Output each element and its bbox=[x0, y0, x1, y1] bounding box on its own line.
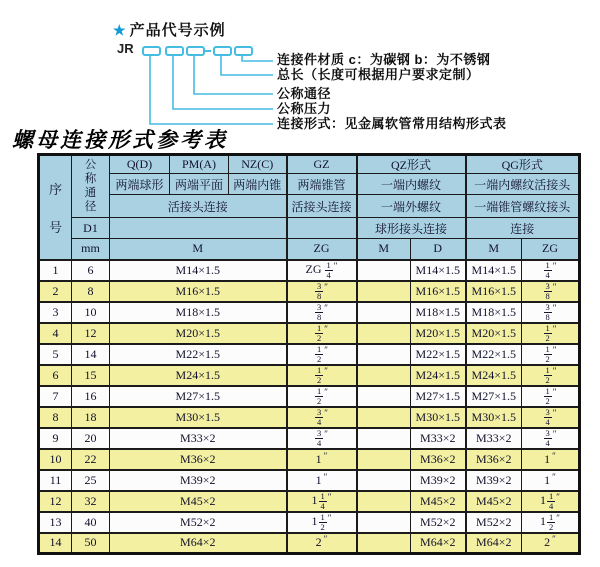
header-seq bbox=[39, 155, 72, 260]
cell-qz-m bbox=[357, 260, 411, 281]
cell-qz-m bbox=[357, 386, 411, 407]
table-row bbox=[39, 386, 580, 407]
table-header bbox=[39, 155, 580, 260]
cell-qg-m: M14×1.5 bbox=[466, 260, 522, 281]
cell-thread-m: M18×1.5 bbox=[110, 302, 287, 323]
code-box-4 bbox=[213, 46, 232, 56]
header-qz-desc1: 一端内螺纹 bbox=[357, 174, 466, 195]
cell-gz-zg: ZG $\frac{1}{4}$ ″ bbox=[287, 260, 357, 281]
header-col-qz: QZ形式 bbox=[357, 155, 466, 174]
star-icon: ★ bbox=[113, 22, 127, 38]
diagram-label-material: 连接件材质 c：为碳钢 b：为不锈钢 bbox=[277, 52, 491, 67]
table-row bbox=[39, 302, 580, 323]
diagram-label-diameter: 公称通径 bbox=[277, 86, 332, 101]
cell-gz-zg: $\frac{1}{2}$ ″ bbox=[287, 344, 357, 365]
cell-qz-d: M14×1.5 bbox=[411, 260, 466, 281]
header-qg-conn: 连接 bbox=[466, 218, 580, 239]
product-code-heading-text: 产品代号示例 bbox=[129, 22, 226, 39]
cell-qz-d: M22×1.5 bbox=[411, 344, 466, 365]
cell-seq: 11 bbox=[39, 470, 72, 491]
table-row bbox=[39, 491, 580, 512]
cell-dn: 50 bbox=[72, 533, 110, 554]
cell-qg-zg: $\frac{1}{4}$ ″ bbox=[522, 260, 580, 281]
cell-dn: 14 bbox=[72, 344, 110, 365]
cell-gz-zg: 1 $\frac{1}{4}$ ″ bbox=[287, 491, 357, 512]
header-seq-text bbox=[40, 159, 71, 255]
header-row-4 bbox=[39, 218, 580, 239]
cell-seq: 6 bbox=[39, 365, 72, 386]
table-row bbox=[39, 449, 580, 470]
cell-dn: 40 bbox=[72, 512, 110, 533]
vertical-char: 公 bbox=[84, 158, 97, 171]
cell-qg-m: M36×2 bbox=[466, 449, 522, 470]
cell-thread-m: M14×1.5 bbox=[110, 260, 287, 281]
cell-thread-m: M24×1.5 bbox=[110, 365, 287, 386]
cell-dn: 6 bbox=[72, 260, 110, 281]
cell-qz-d: M18×1.5 bbox=[411, 302, 466, 323]
table-row bbox=[39, 428, 580, 449]
cell-qg-zg: 1 $\frac{1}{2}$ ″ bbox=[522, 512, 580, 533]
header-d1: D1 bbox=[72, 218, 110, 239]
cell-dn: 8 bbox=[72, 281, 110, 302]
header-dn bbox=[72, 155, 110, 218]
cell-qg-m: M24×1.5 bbox=[466, 365, 522, 386]
cell-qz-m bbox=[357, 428, 411, 449]
cell-qz-d: M36×2 bbox=[411, 449, 466, 470]
cell-qg-zg: $\frac{1}{2}$ ″ bbox=[522, 344, 580, 365]
cell-thread-m: M45×2 bbox=[110, 491, 287, 512]
cell-qz-d: M24×1.5 bbox=[411, 365, 466, 386]
header-unit-m: M bbox=[110, 239, 287, 260]
vertical-char: 径 bbox=[84, 200, 97, 213]
header-q-desc: 两端球形 bbox=[110, 174, 170, 195]
table-row bbox=[39, 281, 580, 302]
table-row bbox=[39, 512, 580, 533]
table-row bbox=[39, 323, 580, 344]
cell-gz-zg: 2 ″ bbox=[287, 533, 357, 554]
cell-gz-zg: $\frac{1}{2}$ ″ bbox=[287, 323, 357, 344]
cell-thread-m: M64×2 bbox=[110, 533, 287, 554]
cell-qz-m bbox=[357, 323, 411, 344]
cell-qz-m bbox=[357, 533, 411, 554]
header-empty-gz bbox=[287, 218, 357, 239]
code-box-1 bbox=[142, 46, 161, 56]
cell-qz-d: M30×1.5 bbox=[411, 407, 466, 428]
cell-qz-d: M33×2 bbox=[411, 428, 466, 449]
header-col-pm: PM(A) bbox=[170, 155, 229, 174]
cell-dn: 20 bbox=[72, 428, 110, 449]
table-row bbox=[39, 533, 580, 554]
diagram-label-pressure: 公称压力 bbox=[277, 101, 332, 116]
header-unit-qz-d: D bbox=[411, 239, 466, 260]
cell-gz-zg: $\frac{3}{8}$ ″ bbox=[287, 281, 357, 302]
cell-seq: 3 bbox=[39, 302, 72, 323]
header-pm-desc: 两端平面 bbox=[170, 174, 229, 195]
cell-qz-m bbox=[357, 470, 411, 491]
cell-seq: 4 bbox=[39, 323, 72, 344]
cell-seq: 2 bbox=[39, 281, 72, 302]
vertical-char: 通 bbox=[84, 186, 97, 199]
cell-qg-zg: 1 $\frac{1}{4}$ ″ bbox=[522, 491, 580, 512]
header-qg-desc2: 一端锥管螺纹接头 bbox=[466, 195, 580, 218]
cell-qg-zg: $\frac{1}{2}$ ″ bbox=[522, 323, 580, 344]
cell-gz-zg: 1 ″ bbox=[287, 449, 357, 470]
diagram-label-length: 总长（长度可根据用户要求定制） bbox=[277, 67, 480, 82]
cell-qg-zg: $\frac{1}{2}$ ″ bbox=[522, 365, 580, 386]
cell-dn: 15 bbox=[72, 365, 110, 386]
cell-qg-m: M27×1.5 bbox=[466, 386, 522, 407]
cell-qg-zg: $\frac{1}{2}$ ″ bbox=[522, 386, 580, 407]
table-row bbox=[39, 365, 580, 386]
header-mm: mm bbox=[72, 239, 110, 260]
cell-seq: 7 bbox=[39, 386, 72, 407]
table-row bbox=[39, 407, 580, 428]
cell-dn: 12 bbox=[72, 323, 110, 344]
cell-thread-m: M27×1.5 bbox=[110, 386, 287, 407]
cell-qz-m bbox=[357, 281, 411, 302]
cell-thread-m: M39×2 bbox=[110, 470, 287, 491]
header-col-q: Q(D) bbox=[110, 155, 170, 174]
cell-seq: 1 bbox=[39, 260, 72, 281]
product-code-heading bbox=[113, 19, 226, 40]
cell-qz-m bbox=[357, 302, 411, 323]
header-gz-desc: 两端锥管 bbox=[287, 174, 357, 195]
header-col-gz: GZ bbox=[287, 155, 357, 174]
cell-qg-zg: $\frac{3}{4}$ ″ bbox=[522, 428, 580, 449]
cell-gz-zg: $\frac{3}{4}$ ″ bbox=[287, 407, 357, 428]
cell-seq: 12 bbox=[39, 491, 72, 512]
header-row-5 bbox=[39, 239, 580, 260]
code-dash bbox=[204, 50, 211, 52]
cell-qg-m: M52×2 bbox=[466, 512, 522, 533]
header-empty-union bbox=[110, 218, 287, 239]
cell-dn: 16 bbox=[72, 386, 110, 407]
header-col-nz: NZ(C) bbox=[229, 155, 287, 174]
header-nz-desc: 两端内锥 bbox=[229, 174, 287, 195]
cell-qg-zg: 2 ″ bbox=[522, 533, 580, 554]
header-unit-zg: ZG bbox=[287, 239, 357, 260]
cell-qz-m bbox=[357, 512, 411, 533]
header-row-3 bbox=[39, 195, 580, 218]
cell-qg-zg: $\frac{3}{8}$ ″ bbox=[522, 302, 580, 323]
header-qz-conn: 球形接头连接 bbox=[357, 218, 466, 239]
cell-qz-d: M52×2 bbox=[411, 512, 466, 533]
cell-qg-zg: 1 ″ bbox=[522, 470, 580, 491]
cell-thread-m: M20×1.5 bbox=[110, 323, 287, 344]
nut-connection-table bbox=[37, 153, 581, 555]
cell-qg-m: M20×1.5 bbox=[466, 323, 522, 344]
cell-qg-m: M64×2 bbox=[466, 533, 522, 554]
cell-qz-m bbox=[357, 449, 411, 470]
cell-thread-m: M36×2 bbox=[110, 449, 287, 470]
header-row-1 bbox=[39, 155, 580, 174]
table-row bbox=[39, 260, 580, 281]
vertical-char: 称 bbox=[84, 172, 97, 185]
cell-qz-d: M20×1.5 bbox=[411, 323, 466, 344]
cell-qz-m bbox=[357, 344, 411, 365]
cell-qz-m bbox=[357, 491, 411, 512]
code-box-5 bbox=[234, 46, 253, 56]
cell-qz-m bbox=[357, 365, 411, 386]
code-box-3 bbox=[186, 46, 205, 56]
code-box-2 bbox=[165, 46, 184, 56]
cell-seq: 10 bbox=[39, 449, 72, 470]
header-unit-qg-m: M bbox=[466, 239, 522, 260]
header-dn-text bbox=[72, 158, 109, 216]
cell-seq: 8 bbox=[39, 407, 72, 428]
cell-gz-zg: $\frac{3}{8}$ ″ bbox=[287, 302, 357, 323]
cell-qg-m: M16×1.5 bbox=[466, 281, 522, 302]
cell-thread-m: M33×2 bbox=[110, 428, 287, 449]
cell-thread-m: M16×1.5 bbox=[110, 281, 287, 302]
cell-thread-m: M30×1.5 bbox=[110, 407, 287, 428]
cell-dn: 32 bbox=[72, 491, 110, 512]
cell-qg-m: M33×2 bbox=[466, 428, 522, 449]
diagram-label-connection: 连接形式：见金属软管常用结构形式表 bbox=[277, 116, 507, 131]
cell-qg-zg: 1 ″ bbox=[522, 449, 580, 470]
cell-dn: 18 bbox=[72, 407, 110, 428]
cell-dn: 10 bbox=[72, 302, 110, 323]
product-code-prefix: JR bbox=[117, 41, 134, 56]
cell-qz-d: M27×1.5 bbox=[411, 386, 466, 407]
table-row bbox=[39, 344, 580, 365]
cell-qg-m: M45×2 bbox=[466, 491, 522, 512]
cell-thread-m: M22×1.5 bbox=[110, 344, 287, 365]
cell-qz-d: M16×1.5 bbox=[411, 281, 466, 302]
cell-qg-zg: $\frac{3}{4}$ ″ bbox=[522, 407, 580, 428]
cell-qz-d: M45×2 bbox=[411, 491, 466, 512]
cell-qg-m: M18×1.5 bbox=[466, 302, 522, 323]
cell-qg-m: M39×2 bbox=[466, 470, 522, 491]
header-qz-desc2: 一端外螺纹 bbox=[357, 195, 466, 218]
vertical-char: 号 bbox=[48, 219, 62, 235]
cell-qg-zg: $\frac{3}{8}$ ″ bbox=[522, 281, 580, 302]
header-unit-qg-zg: ZG bbox=[522, 239, 580, 260]
header-gz-conn: 活接头连接 bbox=[287, 195, 357, 218]
cell-gz-zg: 1 $\frac{1}{2}$ ″ bbox=[287, 512, 357, 533]
cell-gz-zg: 1 ″ bbox=[287, 470, 357, 491]
cell-gz-zg: $\frac{3}{4}$ ″ bbox=[287, 428, 357, 449]
table-title: 螺母连接形式参考表 bbox=[12, 128, 228, 152]
cell-dn: 22 bbox=[72, 449, 110, 470]
cell-qg-m: M30×1.5 bbox=[466, 407, 522, 428]
vertical-char: 序 bbox=[48, 181, 62, 197]
cell-qz-d: M39×2 bbox=[411, 470, 466, 491]
cell-seq: 9 bbox=[39, 428, 72, 449]
cell-thread-m: M52×2 bbox=[110, 512, 287, 533]
cell-qg-m: M22×1.5 bbox=[466, 344, 522, 365]
header-col-qg: QG形式 bbox=[466, 155, 580, 174]
header-union-conn: 活接头连接 bbox=[110, 195, 287, 218]
header-qg-desc1: 一端内螺纹活接头 bbox=[466, 174, 580, 195]
table-body bbox=[39, 260, 580, 554]
cell-dn: 25 bbox=[72, 470, 110, 491]
cell-gz-zg: $\frac{1}{2}$ ″ bbox=[287, 386, 357, 407]
cell-gz-zg: $\frac{1}{2}$ ″ bbox=[287, 365, 357, 386]
header-unit-qz-m: M bbox=[357, 239, 411, 260]
cell-seq: 13 bbox=[39, 512, 72, 533]
cell-qz-d: M64×2 bbox=[411, 533, 466, 554]
cell-seq: 14 bbox=[39, 533, 72, 554]
cell-seq: 5 bbox=[39, 344, 72, 365]
header-row-2 bbox=[39, 174, 580, 195]
cell-qz-m bbox=[357, 407, 411, 428]
table-row bbox=[39, 470, 580, 491]
